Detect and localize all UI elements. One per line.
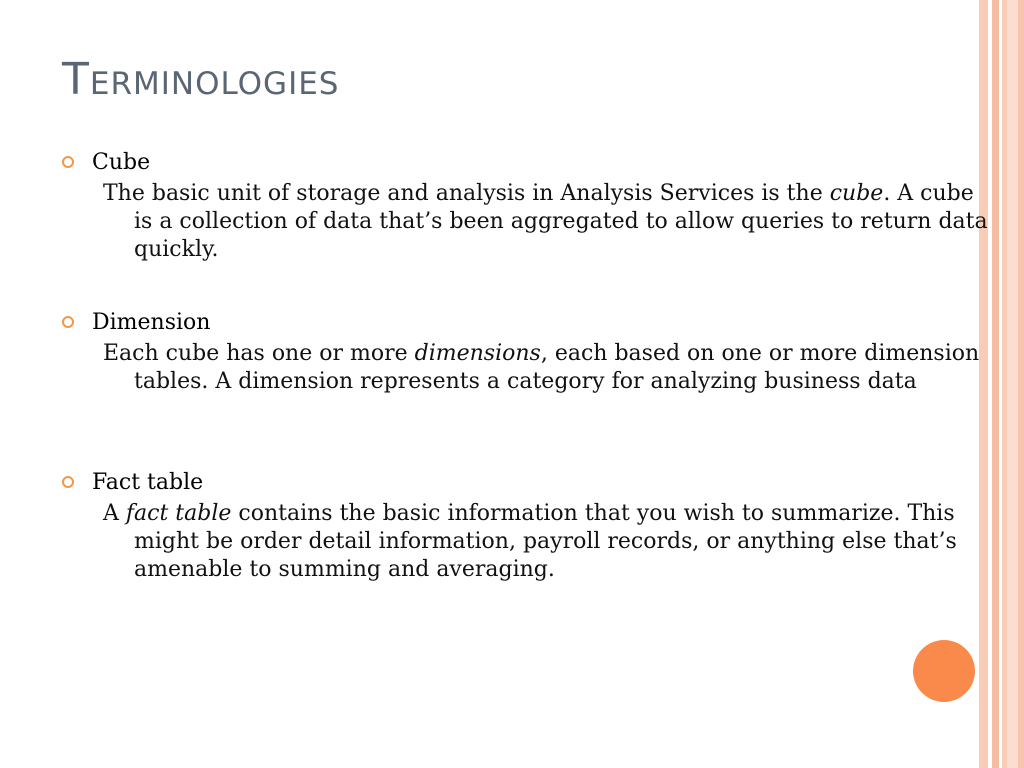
desc-text: . A cube is a collection of data that’s been aggregated to allow queries to return data quickly. <box>134 181 988 262</box>
slide-title: Terminologies <box>62 54 340 105</box>
desc-text: , each based on one or more dimension tables. A dimension represents a category for analyzing business data <box>134 341 980 394</box>
circle-bullet-icon <box>62 476 74 488</box>
item-heading: Fact table <box>92 470 204 495</box>
item-heading: Dimension <box>92 310 211 335</box>
circle-bullet-icon <box>62 316 74 328</box>
desc-emphasis: fact table <box>125 501 232 526</box>
circle-bullet-icon <box>62 156 74 168</box>
decorative-stripe <box>1018 0 1024 768</box>
desc-text: A <box>103 501 126 526</box>
item-heading: Cube <box>92 150 151 175</box>
desc-text: Each cube has one or more <box>103 341 415 366</box>
desc-text: The basic unit of storage and analysis in Analysis Services is the <box>103 181 830 206</box>
item-description <box>103 180 994 264</box>
orange-circle-decoration <box>913 640 975 702</box>
desc-text: contains the basic information that you wish to summarize. This might be order detail information, payroll records, or anything else that’s amenable to summing and averaging. <box>134 501 957 582</box>
desc-emphasis: cube <box>829 181 884 206</box>
desc-emphasis: dimensions <box>414 341 541 366</box>
item-description <box>103 500 994 584</box>
item-description <box>103 340 994 396</box>
